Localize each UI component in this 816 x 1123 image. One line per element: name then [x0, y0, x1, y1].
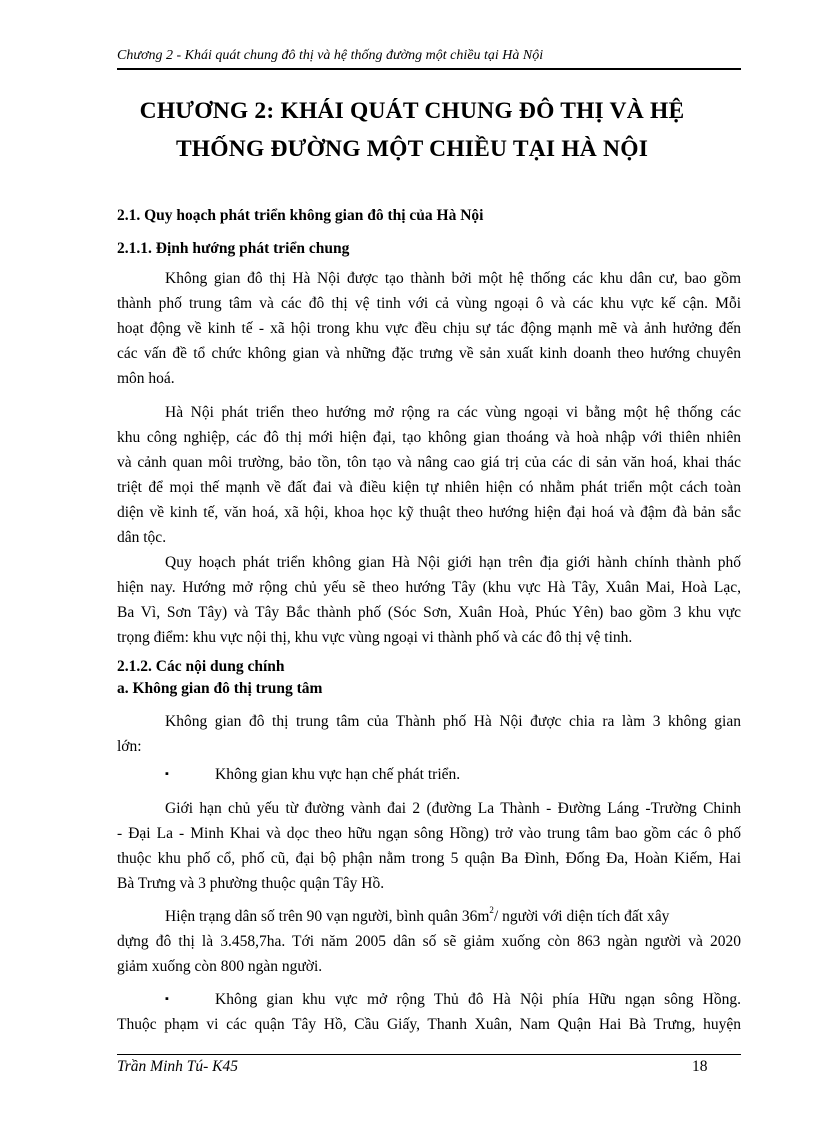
section-heading-2-1-2: 2.1.2. Các nội dung chính: [117, 658, 285, 675]
header-divider: [117, 68, 741, 70]
paragraph-2-line: và cảnh quan môi trường, bảo tồn, tôn tạo và nâng cao giá trị của các di sản văn hoá, khai thác: [117, 454, 741, 471]
footer-author: Trần Minh Tú- K45: [117, 1058, 239, 1075]
paragraph-6-line: dựng đô thị là 3.458,7ha. Tới năm 2005 dân số sẽ giảm xuống còn 863 ngàn người và 2020: [117, 933, 741, 950]
paragraph-1-line: môn hoá.: [117, 370, 175, 387]
page-number: 18: [692, 1058, 708, 1075]
bullet-marker: ▪: [165, 993, 169, 1005]
bullet-marker: ▪: [165, 768, 169, 780]
paragraph-4-line: lớn:: [117, 738, 142, 755]
paragraph-5-line: Bà Trưng và 3 phường thuộc quận Tây Hồ.: [117, 875, 385, 892]
paragraph-2-line: triệt để mọi thế mạnh về đất đai và điều kiện tự nhiên hiện có nhằm phát triển một cách toàn: [117, 479, 741, 496]
section-heading-2-1-1: 2.1.1. Định hướng phát triển chung: [117, 240, 350, 257]
paragraph-2-line: dân tộc.: [117, 529, 167, 546]
paragraph-6-line-1: [165, 905, 741, 926]
paragraph-6-line: giảm xuống còn 800 ngàn người.: [117, 958, 323, 975]
paragraph-1-line: hoạt động về kinh tế - xã hội trong khu vực đều chịu sự tác động mạnh mẽ và ảnh hưởng đến: [117, 320, 741, 337]
superscript-2: 2: [489, 905, 494, 915]
paragraph-5-line: - Đại La - Minh Khai và dọc theo hữu ngạn sông Hồng) trở vào trung tâm bao gồm các ô phố: [117, 825, 741, 842]
subsection-heading-a: a. Không gian đô thị trung tâm: [117, 680, 323, 697]
paragraph-5-line: Giới hạn chủ yếu từ đường vành đai 2 (đường La Thành - Đường Láng -Trường Chinh: [165, 800, 741, 817]
paragraph-2-line: diện về kinh tế, văn hoá, xã hội, khoa học kỹ thuật theo hướng hiện đại hoá và đậm đà bản sắc: [117, 504, 741, 521]
paragraph-1-line: các vấn đề tổ chức không gian và những đặc trưng về sản xuất kinh doanh theo hướng chuyên: [117, 345, 741, 362]
paragraph-1-line: Không gian đô thị Hà Nội được tạo thành bởi một hệ thống các khu dân cư, bao gồm: [165, 270, 741, 287]
section-heading-2-1: 2.1. Quy hoạch phát triển không gian đô thị của Hà Nội: [117, 207, 484, 224]
population-text-b: / người với diện tích đất xây: [493, 908, 670, 925]
footer-divider: [117, 1054, 741, 1055]
paragraph-7-line: Thuộc phạm vi các quận Tây Hồ, Cầu Giấy, Thanh Xuân, Nam Quận Hai Bà Trưng, huyện: [117, 1016, 741, 1033]
paragraph-4-line: Không gian đô thị trung tâm của Thành phố Hà Nội được chia ra làm 3 không gian: [165, 713, 741, 730]
chapter-title-line-1: CHƯƠNG 2: KHÁI QUÁT CHUNG ĐÔ THỊ VÀ HỆ: [139, 98, 685, 124]
paragraph-2-line: Hà Nội phát triển theo hướng mở rộng ra các vùng ngoại vi bằng một hệ thống các: [165, 404, 741, 421]
paragraph-2-line: khu công nghiệp, các đô thị mới hiện đại, tạo không gian thoáng và hoà nhập với thiên nhiên: [117, 429, 741, 446]
paragraph-3-line: hiện nay. Hướng mở rộng chủ yếu sẽ theo hướng Tây (khu vực Hà Tây, Xuân Mai, Hoà Lạc,: [117, 579, 741, 596]
chapter-title: [100, 92, 724, 168]
paragraph-3-line: Quy hoạch phát triển không gian Hà Nội giới hạn trên địa giới hành chính thành phố: [165, 554, 741, 571]
paragraph-3-line: Ba Vì, Sơn Tây) và Tây Bắc thành phố (Sóc Sơn, Xuân Hoà, Phúc Yên) bao gồm 3 khu vực: [117, 604, 741, 621]
paragraph-1-line: thành phố trung tâm và các đô thị vệ tinh với cả vùng ngoại ô và các khu vực kế cận. Mỗi: [117, 295, 741, 312]
bullet-2-text: Không gian khu vực mở rộng Thủ đô Hà Nội phía Hữu ngạn sông Hồng.: [215, 991, 741, 1008]
paragraph-3-line: trọng điểm: khu vực nội thị, khu vực vùng ngoại vi thành phố và các đô thị vệ tinh.: [117, 629, 633, 646]
chapter-title-line-2: THỐNG ĐƯỜNG MỘT CHIỀU TẠI HÀ NỘI: [175, 136, 649, 162]
bullet-1-text: Không gian khu vực hạn chế phát triển.: [215, 766, 461, 783]
running-header: Chương 2 - Khái quát chung đô thị và hệ thống đường một chiều tại Hà Nội: [117, 48, 544, 63]
population-text-a: Hiện trạng dân số trên 90 vạn người, bình quân 36m: [165, 908, 490, 925]
paragraph-5-line: thuộc khu phố cổ, phố cũ, đại bộ phận nằm trong 5 quận Ba Đình, Đống Đa, Hoàn Kiếm, Hai: [117, 850, 741, 867]
